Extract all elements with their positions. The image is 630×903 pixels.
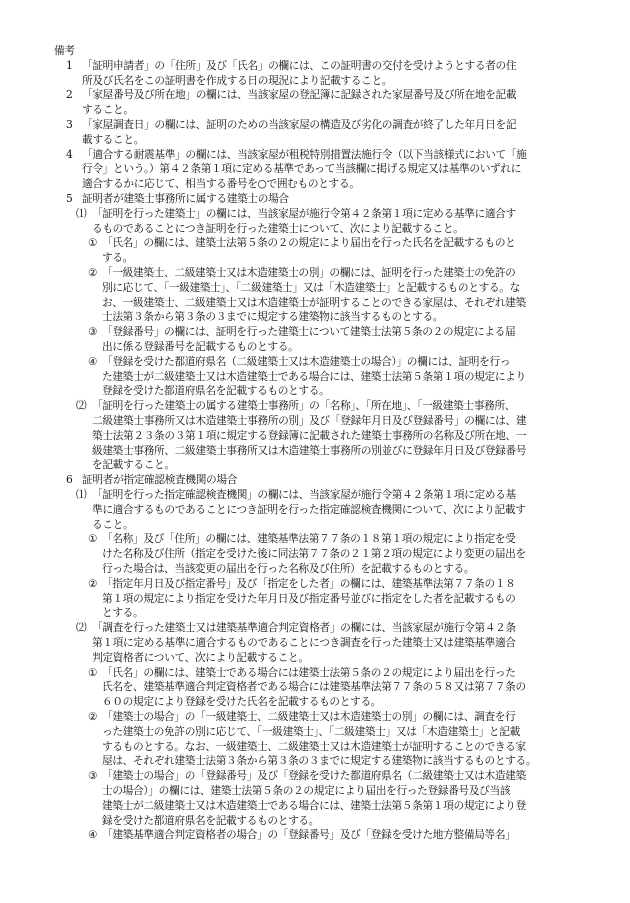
note-line: 級建築士事務所、二級建築士事務所又は木造建築士事務所の別並びに登録年月日及び登録番号 — [92, 443, 527, 457]
note-line: 証明者が指定確認検査機関の場合 — [82, 473, 238, 487]
note-line: 「証明を行った建築士」の欄には、当該家屋が施行令第４２条第１項に定める基準に適合す — [92, 206, 516, 220]
note-line: 別に応じて、「一級建築士」、「二級建築士」又は「木造建築士」と記載するものとする。な — [102, 280, 520, 294]
note-line: するものとする。なお、一級建築士、二級建築士又は木造建築士が証明することのできる家 — [102, 739, 526, 753]
note-line: 屋は、それぞれ建築士法第３条から第３条の３までに規定する建築物に該当するものとする。 — [102, 754, 537, 768]
item-number: ⑵ — [76, 621, 87, 635]
page-title: 備考 — [54, 44, 75, 57]
note-line: た建築士が二級建築士又は木造建築士である場合には、建築士法第５条第１項の規定により — [102, 369, 526, 383]
note-line: けた名称及び住所（指定を受けた後に同法第７７条の２１第２項の規定により変更の届出を — [102, 547, 526, 561]
note-line: お、一級建築士、二級建築士又は木造建築士が証明することのできる家屋は、それぞれ建築 — [102, 295, 526, 309]
note-line: 載すること。 — [82, 132, 145, 146]
note-line: 「建築基準適合判定資格者の場合」の「登録番号」及び「登録を受けた地方整備局等名」 — [102, 828, 516, 842]
item-number: ④ — [88, 354, 98, 368]
note-line: 適合するかに応じて、相当する番号を○で囲むものとする。 — [82, 177, 360, 191]
item-number: 2 — [66, 88, 73, 102]
note-line: 「建築士の場合」の「登録番号」及び「登録を受けた都道府県名（二級建築士又は木造建築 — [102, 769, 526, 783]
item-number: ① — [88, 236, 98, 250]
item-number: 1 — [66, 58, 73, 72]
note-line: 録を受けた都道府県名を記載するものとする。 — [102, 813, 320, 827]
note-line: 士法第３条から第３条の３までに規定する建築物に該当するものとする。 — [102, 310, 444, 324]
note-line: 士の場合）」の欄には、建築士法第５条の２の規定により届出を行った登録番号及び当該 — [102, 784, 511, 797]
item-number: ② — [88, 266, 98, 279]
item-number: ① — [88, 532, 98, 546]
note-line: った建築士の免許の別に応じて、「一級建築士」、「二級建築士」又は「木造建築士」と記載 — [102, 724, 520, 738]
note-line: 「指定年月日及び指定番号」及び「指定をした者」の欄には、建築基準法第７７条の１８ — [102, 576, 516, 590]
note-line: 「家屋調査日」の欄には、証明のための当該家屋の構造及び劣化の調査が終了した年月日を記 — [82, 118, 517, 131]
note-line: 判定資格者について、次により記載すること。 — [92, 650, 309, 664]
note-line: 「証明を行った建築士の属する建築士事務所」の「名称」、「所在地」、「一級建築士事務所、 — [92, 399, 516, 413]
item-number: ④ — [88, 828, 98, 842]
note-line: 第１項に定める基準に適合するものであることにつき調査を行った建築士又は建築基準適合 — [92, 636, 516, 649]
note-line: 氏名を、建築基準適合判定資格者である場合には建築基準法第７７条の５８又は第７７条の — [102, 680, 526, 694]
item-number: ① — [88, 665, 98, 679]
note-line: 二級建築士事務所又は木造建築士事務所の別」及び「登録年月日及び登録番号」の欄には、建 — [92, 414, 527, 427]
item-number: ③ — [88, 769, 98, 783]
item-number: ② — [88, 576, 98, 590]
item-number: ⑴ — [76, 206, 87, 220]
note-line: 「調査を行った建築士又は建築基準適合判定資格者」の欄には、当該家屋が施行令第４２条 — [92, 621, 516, 635]
item-number: 6 — [66, 473, 73, 487]
note-line: 第１項の規定により指定を受けた年月日及び指定番号並びに指定をした者を記載するもの — [102, 591, 516, 605]
note-line: を記載すること。 — [92, 458, 175, 472]
note-line: 「適合する耐震基準」の欄には、当該家屋が租税特別措置法施行令（以下当該様式において「施 — [82, 147, 527, 161]
note-line: 準に適合するものであることにつき証明を行った指定確認検査機関について、次により記載す — [92, 502, 526, 516]
note-line: 行った場合は、当該変更の届出を行った名称及び住所）を記載するものとする。 — [102, 562, 475, 575]
note-line: 「一級建築士、二級建築士又は木造建築士の別」の欄には、証明を行った建築士の免許の — [102, 266, 516, 279]
note-line: とする。 — [102, 606, 144, 620]
item-number: 3 — [66, 118, 73, 131]
item-number: 5 — [66, 192, 73, 205]
note-line: 「証明を行った指定確認検査機関」の欄には、当該家屋が施行令第４２条第１項に定める基 — [92, 488, 516, 501]
note-line: 出に係る登録番号を記載するものとする。 — [102, 340, 299, 353]
note-line: すること。 — [82, 103, 134, 117]
note-line: 築士法第２３条の３第１項に規定する登録簿に記載された建築士事務所の名称及び所在地、一 — [92, 428, 527, 442]
note-line: 「登録を受けた都道府県名（二級建築士又は木造建築士の場合）」の欄には、証明を行っ — [102, 354, 511, 368]
item-number: ⑵ — [76, 399, 87, 413]
note-line: 建築士が二級建築士又は木造建築士である場合には、建築士法第５条第１項の規定により登 — [102, 798, 526, 812]
note-line: 証明者が建築士事務所に属する建築士の場合 — [82, 192, 289, 205]
item-number: 4 — [66, 147, 73, 161]
note-line: 「氏名」の欄には、建築士である場合には建築士法第５条の２の規定により届出を行った — [102, 665, 516, 679]
note-line: ること。 — [92, 517, 134, 531]
note-line: 「氏名」の欄には、建築士法第５条の２の規定により届出を行った氏名を記載するものと — [102, 236, 516, 250]
note-line: 「名称」及び「住所」の欄には、建築基準法第７７条の１８第１項の規定により指定を受 — [102, 532, 516, 546]
note-line: 「証明申請者」の「住所」及び「氏名」の欄には、この証明書の交付を受けようとする者の住 — [82, 58, 517, 72]
note-line: るものであることにつき証明を行った建築士について、次により記載すること。 — [92, 221, 464, 235]
note-line: 「家屋番号及び所在地」の欄には、当該家屋の登記簿に記録された家屋番号及び所在地を記載 — [82, 88, 517, 102]
item-number: ② — [88, 710, 98, 723]
item-number: ⑴ — [76, 488, 87, 501]
note-line: 登録を受けた都道府県名を記載するものとする。 — [102, 384, 330, 398]
note-line: 「登録番号」の欄には、証明を行った建築士について建築士法第５条の２の規定による届 — [102, 325, 516, 339]
note-line: する。 — [102, 251, 134, 265]
note-line: 行令」という。）第４２条第１項に定める基準であって当該欄に掲げる規定又は基準のいずれに — [82, 162, 522, 176]
note-line: 「建築士の場合」の「一級建築士、二級建築士又は木造建築士の別」の欄には、調査を行 — [102, 710, 516, 723]
note-line: 所及び氏名をこの証明書を作成する日の現況により記載すること。 — [82, 73, 393, 87]
item-number: ③ — [88, 325, 98, 339]
note-line: ６０の規定により登録を受けた氏名を記載するものとする。 — [102, 695, 382, 709]
